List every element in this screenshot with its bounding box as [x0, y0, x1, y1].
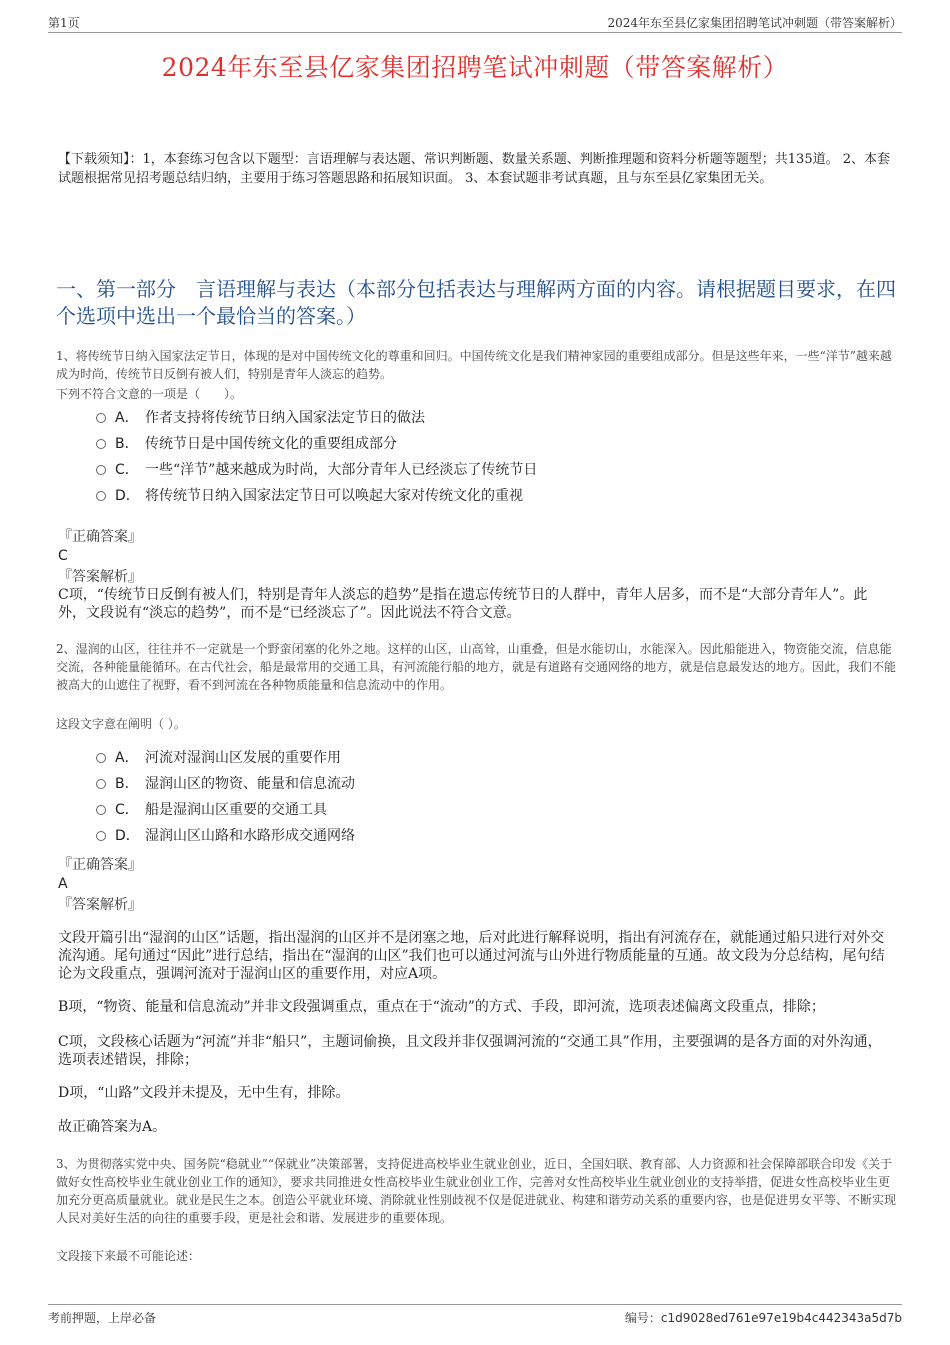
q2-answer-label: 『正确答案』 — [58, 857, 142, 873]
section-heading: 一、第一部分 言语理解与表达（本部分包括表达与理解两方面的内容。请根据题目要求，在四个选项中选出一个最恰当的答案。） — [56, 277, 896, 328]
q1-stem: 1、将传统节日纳入国家法定节日，体现的是对中国传统文化的尊重和回归。中国传统文化是我们精神家园的重要组成部分。但是这些年来，一些“洋节”越来越成为时尚，传统节日反倒有被人们，特别是青年人淡忘的趋势。 — [56, 349, 892, 381]
q1-analysis: C项，“传统节日反倒有被人们，特别是青年人淡忘的趋势”是指在遗忘传统节日的人群中，青年人居多，而不是“大部分青年人”。此外，文段说有“淡忘的趋势”，而不是“已经淡忘了”。因此说法不符合文意。 — [58, 587, 868, 621]
q2-options — [96, 745, 856, 849]
footer-slogan: 考前押题，上岸必备 — [48, 1311, 157, 1325]
q2-stem: 2、湿润的山区，往往并不一定就是一个野蛮闭塞的化外之地。这样的山区，山高耸，山重叠，但是水能切山，水能深入。因此船能进入，物资能交流，信息能交流，各种能量能循环。在古代社会，船是最常用的交通工具，有河流能行船的地方，就是有道路有交通网络的地方，就是信息最发达的地方。因此，我们不能被高大的山遮住了视野，看不到河流在各种物质能量和信息流动中的作用。 — [56, 642, 897, 692]
document-title: 2024年东至县亿家集团招聘笔试冲刺题（带答案解析） — [161, 53, 789, 82]
radio-icon[interactable] — [96, 779, 106, 789]
q2-conclusion: 故正确答案为A。 — [58, 1119, 167, 1135]
q2-option-b[interactable]: B． 湿润山区的物资、能量和信息流动 — [96, 771, 856, 797]
header-doc-title: 2024年东至县亿家集团招聘笔试冲刺题（带答案解析） — [607, 16, 902, 30]
q2-analysis-para: D项，“山路”文段并未提及，无中生有，排除。 — [58, 1085, 350, 1101]
q1-answer: C — [58, 548, 68, 564]
radio-icon[interactable] — [96, 831, 106, 841]
q2-analysis-label: 『答案解析』 — [58, 897, 142, 913]
q3-stem: 3、为贯彻落实党中央、国务院“稳就业”“保就业”决策部署，支持促进高校毕业生就业创业，近日，全国妇联、教育部、人力资源和社会保障部联合印发《关于做好女性高校毕业生就业创业工作的通知》，要求共同推进女性高校毕业生就业创业工作，完善对女性高校毕业生就业创业的支持举措，促进女性高校毕业生更加充分更高质量就业。就业是民生之本。创造公平就业环境、消除就业性别歧视不仅是促进就业、构建和谐劳动关系的重要内容，也是促进男女平等、不断实现人民对美好生活的向往的重要手段，更是社会和谐、发展进步的重要体现。 — [56, 1157, 897, 1225]
q1-answer-label: 『正确答案』 — [58, 529, 142, 545]
page-header — [48, 14, 902, 33]
q2-prompt: 这段文字意在阐明（ ）。 — [56, 717, 186, 731]
q2-option-a[interactable]: A． 河流对湿润山区发展的重要作用 — [96, 745, 856, 771]
page-number: 第1页 — [48, 16, 80, 30]
q1-option-d[interactable]: D． 将传统节日纳入国家法定节日可以唤起大家对传统文化的重视 — [96, 483, 856, 509]
q1-option-c[interactable]: C． 一些“洋节”越来越成为时尚，大部分青年人已经淡忘了传统节日 — [96, 457, 856, 483]
radio-icon[interactable] — [96, 805, 106, 815]
q3-prompt: 文段接下来最不可能论述： — [56, 1249, 201, 1263]
q2-option-d[interactable]: D． 湿润山区山路和水路形成交通网络 — [96, 823, 856, 849]
q1-prompt: 下列不符合文意的一项是（ ）。 — [56, 387, 243, 401]
doc-code: 编号：c1d9028ed761e97e19b4c442343a5d7b — [624, 1311, 902, 1325]
q2-analysis-para: 文段开篇引出“湿润的山区”话题，指出湿润的山区并不是闭塞之地，后对此进行解释说明，指出有河流存在，就能通过船只进行对外交流沟通。尾句通过“因此”进行总结，指出在“湿润的山区”我们也可以通过河流与山外进行物质能量的互通。故文段为分总结构，尾句结论为文段重点，强调河流对于湿润山区的重要作用，对应A项。 — [58, 930, 885, 982]
download-notice: 【下载须知】：1，本套练习包含以下题型：言语理解与表达题、常识判断题、数量关系题、判断推理题和资料分析题等题型；共135道。 2、本套试题根据常见招考题总结归纳，主要用于练习答题思路和拓展知识面。 3、本套试题非考试真题，且与东至县亿家集团无关。 — [58, 152, 890, 186]
radio-icon[interactable] — [96, 465, 106, 475]
q1-analysis-label: 『答案解析』 — [58, 569, 142, 585]
q2-analysis-para: B项，“物资、能量和信息流动”并非文段强调重点，重点在于“流动”的方式、手段，即河流，选项表述偏离文段重点，排除； — [58, 999, 825, 1015]
q1-option-b[interactable]: B． 传统节日是中国传统文化的重要组成部分 — [96, 431, 856, 457]
q2-option-c[interactable]: C． 船是湿润山区重要的交通工具 — [96, 797, 856, 823]
q1-option-a[interactable]: A． 作者支持将传统节日纳入国家法定节日的做法 — [96, 405, 856, 431]
radio-icon[interactable] — [96, 491, 106, 501]
q2-answer: A — [58, 876, 68, 892]
radio-icon[interactable] — [96, 439, 106, 449]
q1-options — [96, 405, 856, 509]
page-footer — [48, 1304, 902, 1323]
radio-icon[interactable] — [96, 413, 106, 423]
radio-icon[interactable] — [96, 753, 106, 763]
q2-analysis-para: C项，文段核心话题为“河流”并非“船只”，主题词偷换，且文段并非仅强调河流的“交通工具”作用，主要强调的是各方面的对外沟通，选项表述错误，排除； — [58, 1034, 882, 1068]
